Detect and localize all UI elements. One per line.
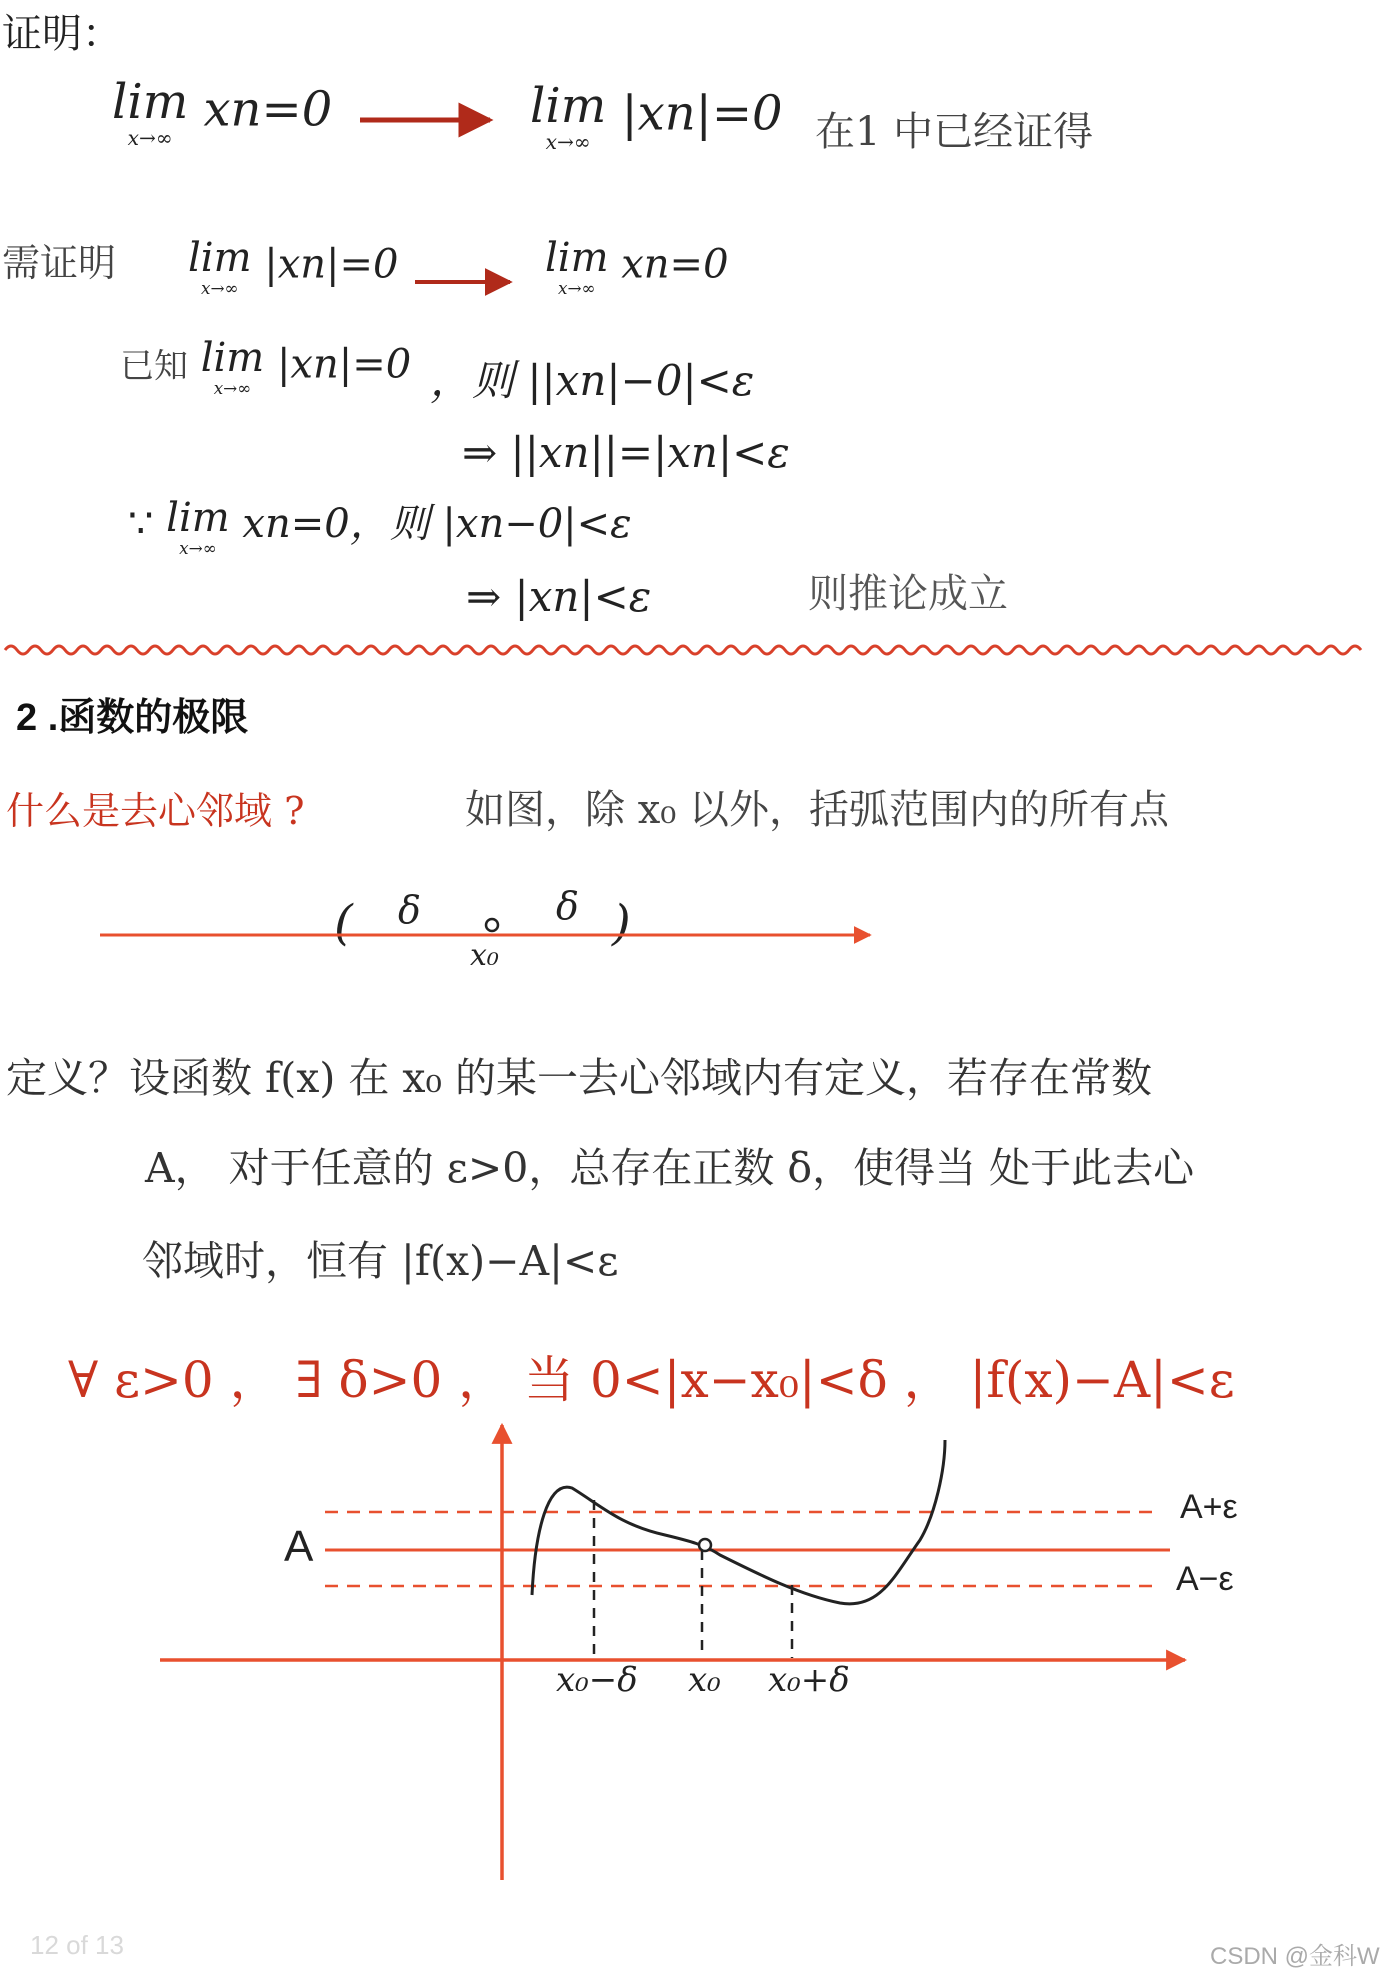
numberline-left-paren: (	[334, 895, 353, 951]
definition-line-3: 邻域时，恒有 |f(x)−A|<ε	[142, 1237, 619, 1285]
graph-tick-x0-plus-delta: x₀+δ	[768, 1660, 850, 1700]
graph-tick-x0-minus-delta: x₀−δ	[556, 1660, 638, 1700]
limit-expression: xn=0，则 |xn−0|<ε	[242, 501, 632, 547]
neighborhood-question: 什么是去心邻域 ?	[6, 789, 305, 833]
known-then: ，则 ||xn|−0|<ε	[430, 356, 755, 405]
lim-operator: lim x→∞	[166, 494, 230, 558]
conclusion: 则推论成立	[808, 571, 1008, 617]
formal-definition: ∀ ε>0 ， ∃ δ>0 ， 当 0<|x−x₀|<δ ， |f(x)−A|<ε	[68, 1351, 1235, 1409]
implies-line-2: ⇒ |xn|<ε	[466, 572, 652, 621]
page-indicator: 12 of 13	[30, 1930, 124, 1960]
limit-expression: xn=0	[621, 241, 729, 288]
lim-operator: lim x→∞	[545, 235, 609, 298]
section-heading: 2 .函数的极限	[16, 697, 249, 739]
lim-operator: lim x→∞	[112, 74, 189, 150]
known-label: 已知	[120, 346, 188, 387]
proof-row1-note: 在1 中已经证得	[815, 109, 1094, 155]
implies-line-1: ⇒ ||xn||=|xn|<ε	[462, 428, 790, 477]
graph-tick-x0: x₀	[688, 1660, 721, 1700]
definition-line-1: 定义？设函数 f(x) 在 x₀ 的某一去心邻域内有定义，若存在常数	[6, 1054, 1152, 1102]
watermark-credit: CSDN @金科W	[1210, 1943, 1380, 1970]
limit-expression: |xn|=0	[621, 85, 783, 142]
limit-expression: |xn|=0	[276, 341, 412, 388]
neighborhood-answer: 如图，除 x₀ 以外，括弧范围内的所有点	[465, 787, 1170, 833]
limit-expression: |xn|=0	[264, 241, 399, 288]
numberline-delta-left: δ	[398, 888, 421, 932]
numberline-x0: x₀	[470, 938, 499, 973]
proof-label: 证明：	[2, 11, 122, 57]
graph-label-A-minus-eps: A−ε	[1176, 1560, 1234, 1598]
definition-line-2: A， 对于任意的 ε>0，总存在正数 δ，使得当 处于此去心	[145, 1144, 1195, 1192]
lim-operator: lim x→∞	[188, 235, 252, 298]
because-symbol: ∵	[128, 501, 154, 547]
numberline-delta-right: δ	[556, 884, 579, 928]
lim-operator: lim x→∞	[200, 335, 265, 398]
lim-operator: lim x→∞	[530, 78, 607, 154]
curve-hole-x0	[699, 1539, 711, 1551]
need-prove-label: 需证明	[2, 241, 117, 285]
numberline-right-paren: )	[612, 895, 631, 951]
wavy-divider	[5, 646, 1361, 654]
numberline-x0-hole	[486, 919, 498, 931]
graph-label-A-plus-eps: A+ε	[1180, 1488, 1238, 1526]
graph-label-A: A	[284, 1522, 314, 1571]
limit-expression: xn=0	[203, 81, 333, 138]
